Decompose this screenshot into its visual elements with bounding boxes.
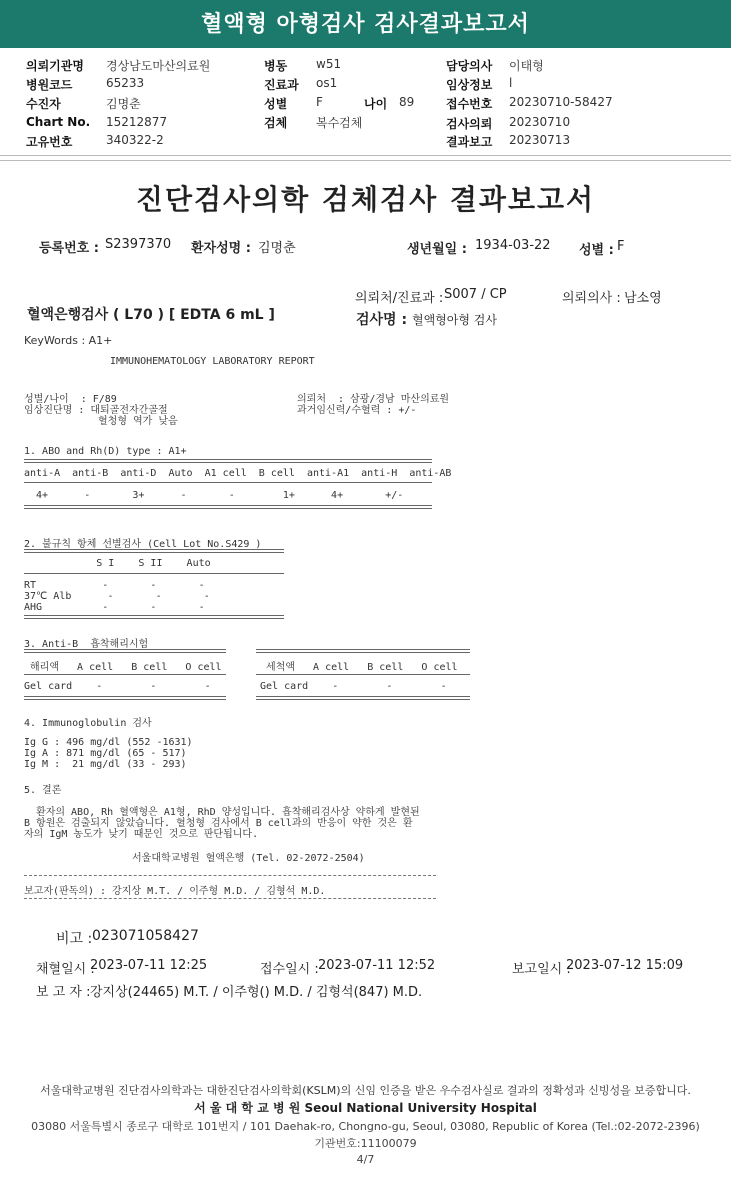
note-label: 비고 : [56, 931, 93, 947]
lab-reporters: 보고자(판독의) : 강지상 M.T. / 이주형 M.D. / 김형석 M.D. [24, 886, 326, 897]
cert-statement: 서울대학교병원 진단검사의학과는 대한진단검사의학회(KSLM)의 신임 인증을 받은 우수검사실로 결과의 정확성과 신빙성을 보증합니다. [40, 1084, 691, 1097]
report-title: 진단검사의학 검체검사 결과보고서 [135, 183, 596, 216]
rule [24, 505, 432, 509]
lab-heading: IMMUNOHEMATOLOGY LABORATORY REPORT [110, 356, 315, 367]
report-time-value: 2023-07-12 15:09 [566, 958, 684, 973]
patient-name-value: 김명춘 [258, 241, 296, 256]
wash-table-row: Gel card - - - [260, 681, 447, 692]
wash-table-header: 세척액 A cell B cell O cell [260, 662, 458, 673]
dob-label: 생년월일 : [407, 242, 467, 257]
lab-info: 혈청형 역가 낮음 [98, 416, 178, 427]
elution-table-row: Gel card - - - [24, 681, 211, 692]
dept-label: 의뢰처/진료과 : [355, 291, 444, 306]
collect-value: 2023-07-11 12:25 [90, 958, 208, 973]
section-title: 1. ABO and Rh(D) type : A1+ [24, 446, 187, 457]
dob-value: 1934-03-22 [475, 238, 551, 253]
header-label: 나이 [364, 97, 388, 111]
page-number: 4/7 [356, 1153, 375, 1166]
header-value: 65233 [106, 76, 145, 90]
hospital-name: 서 울 대 학 교 병 원 Seoul National University Hospital [194, 1101, 537, 1115]
collect-label: 채혈일시 : [36, 962, 95, 977]
header-value: 김명춘 [106, 97, 141, 111]
header-label: 검사의뢰 [446, 117, 493, 131]
section-title: 3. Anti-B 흡착해리시험 [24, 639, 149, 650]
section-title: 2. 불규칙 항체 선별검사 (Cell Lot No.S429 ) [24, 539, 262, 550]
section-title: 5. 결론 [24, 785, 62, 796]
doctor-label: 의뢰의사 : [562, 291, 621, 306]
lab-info: 임상진단명 : 대퇴골전자간골절 [24, 405, 168, 416]
receipt-label: 접수일시 : [260, 962, 319, 977]
keywords: KeyWords : A1+ [24, 334, 113, 347]
reporter-label: 보 고 자 : [36, 985, 91, 1000]
screen-table-row: RT - - - [24, 580, 205, 591]
abo-table-values: 4+ - 3+ - - 1+ 4+ +/- [24, 490, 404, 501]
receipt-value: 2023-07-11 12:52 [318, 958, 436, 973]
conclusion-line: B 항원은 검출되지 않았습니다. 혈청형 검사에서 B cell과의 반응이 약한 것은 환 [24, 818, 413, 829]
sex-value: F [617, 239, 625, 254]
rule [24, 615, 284, 619]
report-banner: 혈액형 아형검사 검사결과보고서 [0, 0, 731, 48]
header-value: 경상남도마산의료원 [106, 59, 211, 73]
conclusion-line: 환자의 ABO, Rh 혈액형은 A1형, RhD 양성입니다. 흡착해리검사상 약하게 발현된 [24, 807, 420, 818]
rule [24, 549, 284, 553]
doctor-value: 남소영 [624, 291, 662, 306]
reporter-value: 강지상(24465) M.T. / 이주형() M.D. / 김형석(847) M.D. [90, 985, 423, 1000]
header-label: 고유번호 [26, 135, 73, 149]
header-value: os1 [316, 76, 338, 90]
header-value: 20230713 [509, 133, 571, 147]
header-label: Chart No. [26, 115, 91, 129]
hospital-address: 03080 서울특별시 종로구 대학로 101번지 / 101 Daehak-ro, Chongno-gu, Seoul, 03080, Republic of Korea (Tel.:02-2072-2396) [31, 1120, 700, 1133]
test-title: 혈액은행검사 ( L70 ) [ EDTA 6 mL ] [27, 307, 275, 323]
lab-info: 과거임신력/수혈력 : +/- [297, 405, 417, 416]
header-value: l [509, 76, 513, 90]
lab-info: 성별/나이 : F/89 [24, 394, 117, 405]
note-value: 023071058427 [92, 928, 199, 944]
rule [256, 649, 470, 653]
bloodbank-contact: 서울대학교병원 혈액은행 (Tel. 02-2072-2504) [132, 853, 365, 864]
elution-table-header: 해리액 A cell B cell O cell [24, 662, 222, 673]
header-value: 340322-2 [106, 133, 164, 147]
institution-number: 기관번호:11100079 [314, 1137, 417, 1150]
header-value: 20230710 [509, 115, 571, 129]
header-label: 의뢰기관명 [26, 59, 84, 73]
header-label: 결과보고 [446, 135, 493, 149]
reg-value: S2397370 [105, 237, 172, 252]
header-label: 진료과 [264, 78, 299, 92]
screen-table-row: 37℃ Alb - - - [24, 591, 210, 602]
divider [0, 155, 731, 156]
rule [256, 674, 470, 675]
screen-table-row: AHG - - - [24, 602, 205, 613]
rule [24, 674, 226, 675]
reg-label: 등록번호 : [39, 241, 99, 256]
testname-value: 혈액형아형 검사 [412, 313, 497, 327]
rule [24, 696, 226, 700]
rule [24, 898, 436, 899]
header-value: w51 [316, 57, 342, 71]
conclusion-line: 자의 IgM 농도가 낮기 때문인 것으로 판단됩니다. [24, 829, 259, 840]
rule [24, 649, 226, 653]
ig-row: Ig A : 871 mg/dl (65 - 517) [24, 748, 187, 759]
divider [0, 160, 731, 161]
header-label: 성별 [264, 97, 288, 111]
abo-table-header: anti-A anti-B anti-D Auto A1 cell B cell anti-A1 anti-H anti-AB [24, 468, 452, 479]
rule [24, 875, 436, 876]
screen-table-header: S I S II Auto [24, 558, 211, 569]
header-value: 15212877 [106, 115, 168, 129]
patient-name-label: 환자성명 : [191, 241, 251, 256]
header-label: 검체 [264, 116, 288, 130]
section-title: 4. Immunoglobulin 검사 [24, 718, 152, 729]
rule [24, 482, 432, 483]
rule [24, 459, 432, 463]
ig-row: Ig M : 21 mg/dl (33 - 293) [24, 759, 187, 770]
rule [256, 696, 470, 700]
header-label: 임상정보 [446, 78, 493, 92]
testname-label: 검사명 : [356, 312, 408, 328]
header-label: 병원코드 [26, 78, 73, 92]
header-label: 담당의사 [446, 59, 493, 73]
rule [24, 573, 284, 574]
header-label: 접수번호 [446, 97, 493, 111]
lab-info: 의뢰처 : 삼광/경남 마산의료원 [297, 394, 450, 405]
header-value: 복수검체 [316, 116, 363, 130]
header-value: 이태형 [509, 59, 544, 73]
header-value: F [316, 95, 323, 109]
header-label: 병동 [264, 59, 288, 73]
header-label: 수진자 [26, 97, 61, 111]
report-time-label: 보고일시 : [512, 962, 571, 977]
header-value: 20230710-58427 [509, 95, 613, 109]
header-value: 89 [399, 95, 415, 109]
sex-label: 성별 : [579, 243, 614, 258]
dept-value: S007 / CP [444, 287, 507, 302]
ig-row: Ig G : 496 mg/dl (552 -1631) [24, 737, 193, 748]
